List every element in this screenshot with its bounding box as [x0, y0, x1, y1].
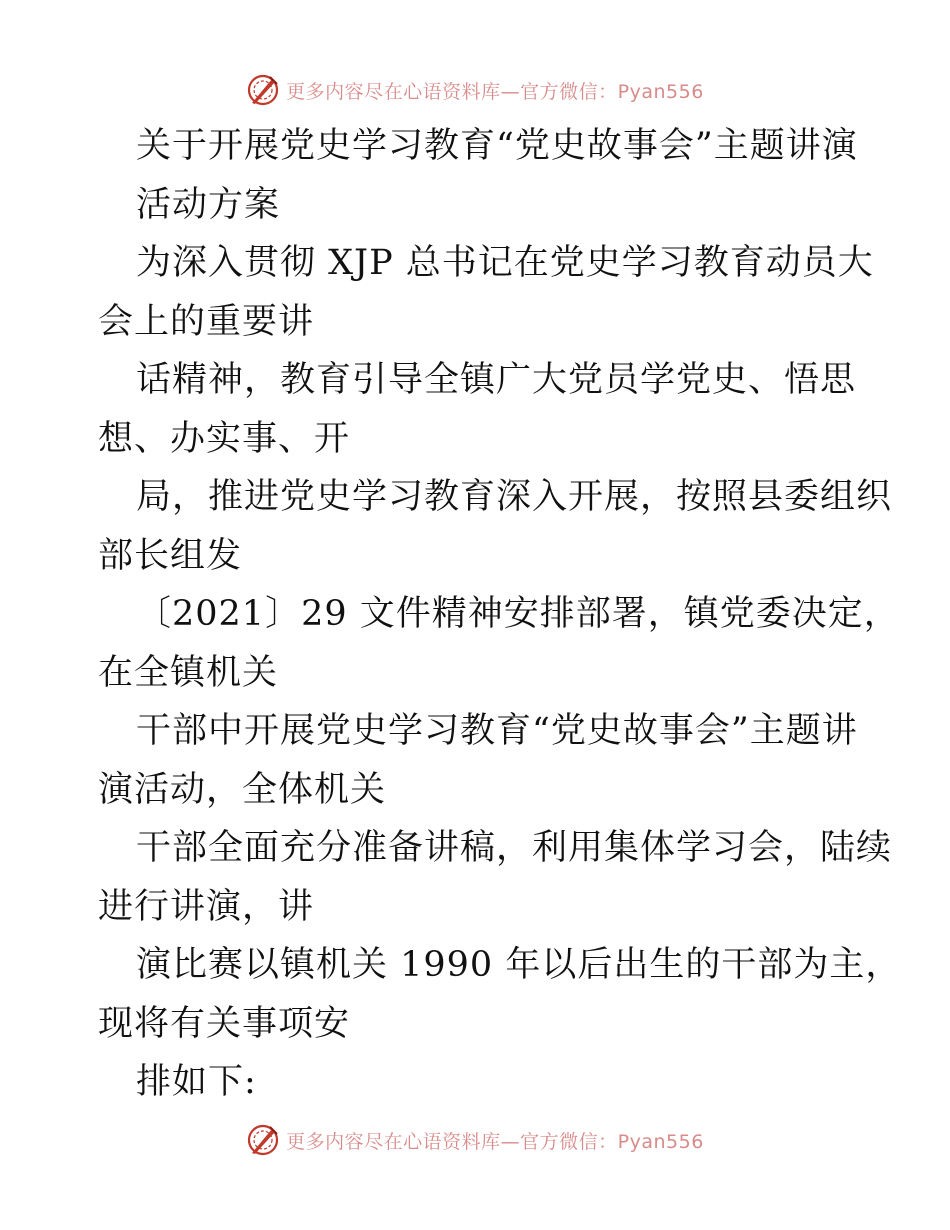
paragraph-line: 会上的重要讲	[98, 301, 315, 342]
quill-pen-seal-icon	[246, 73, 280, 107]
paragraph-line: 演比赛以镇机关 1990 年以后出生的干部为主，	[136, 945, 902, 985]
header-watermark	[0, 70, 950, 110]
paragraph-line: 想、办实事、开	[98, 418, 351, 459]
document-body	[98, 117, 902, 1112]
title-line-2: 活动方案	[136, 184, 281, 225]
paragraph-line: 进行讲演，讲	[98, 886, 315, 927]
paragraph-line: 局，推进党史学习教育深入开展，按照县委组织	[136, 477, 893, 517]
paragraph-line: 干部全面充分准备讲稿，利用集体学习会，陆续	[136, 828, 893, 868]
watermark-text: 更多内容尽在心语资料库—官方微信：Pyan556	[286, 80, 704, 103]
paragraph-line: 现将有关事项安	[98, 1003, 351, 1044]
paragraph-line: 在全镇机关	[98, 652, 279, 693]
paragraph-line: 为深入贯彻 XJP 总书记在党史学习教育动员大	[136, 243, 874, 283]
paragraph-line: 演活动，全体机关	[98, 769, 387, 810]
watermark-text: 更多内容尽在心语资料库—官方微信：Pyan556	[286, 1130, 704, 1153]
footer-watermark	[0, 1120, 950, 1160]
paragraph-line: 排如下:	[136, 1062, 257, 1102]
title-line-1: 关于开展党史学习教育“党史故事会”主题讲演	[136, 126, 858, 166]
quill-pen-seal-icon	[246, 1123, 280, 1157]
paragraph-line: 〔2021〕29 文件精神安排部署，镇党委决定，	[136, 594, 900, 634]
paragraph-line: 话精神，教育引导全镇广大党员学党史、悟思	[136, 360, 857, 400]
paragraph-line: 部长组发	[98, 535, 243, 576]
paragraph-line: 干部中开展党史学习教育“党史故事会”主题讲	[136, 711, 858, 751]
